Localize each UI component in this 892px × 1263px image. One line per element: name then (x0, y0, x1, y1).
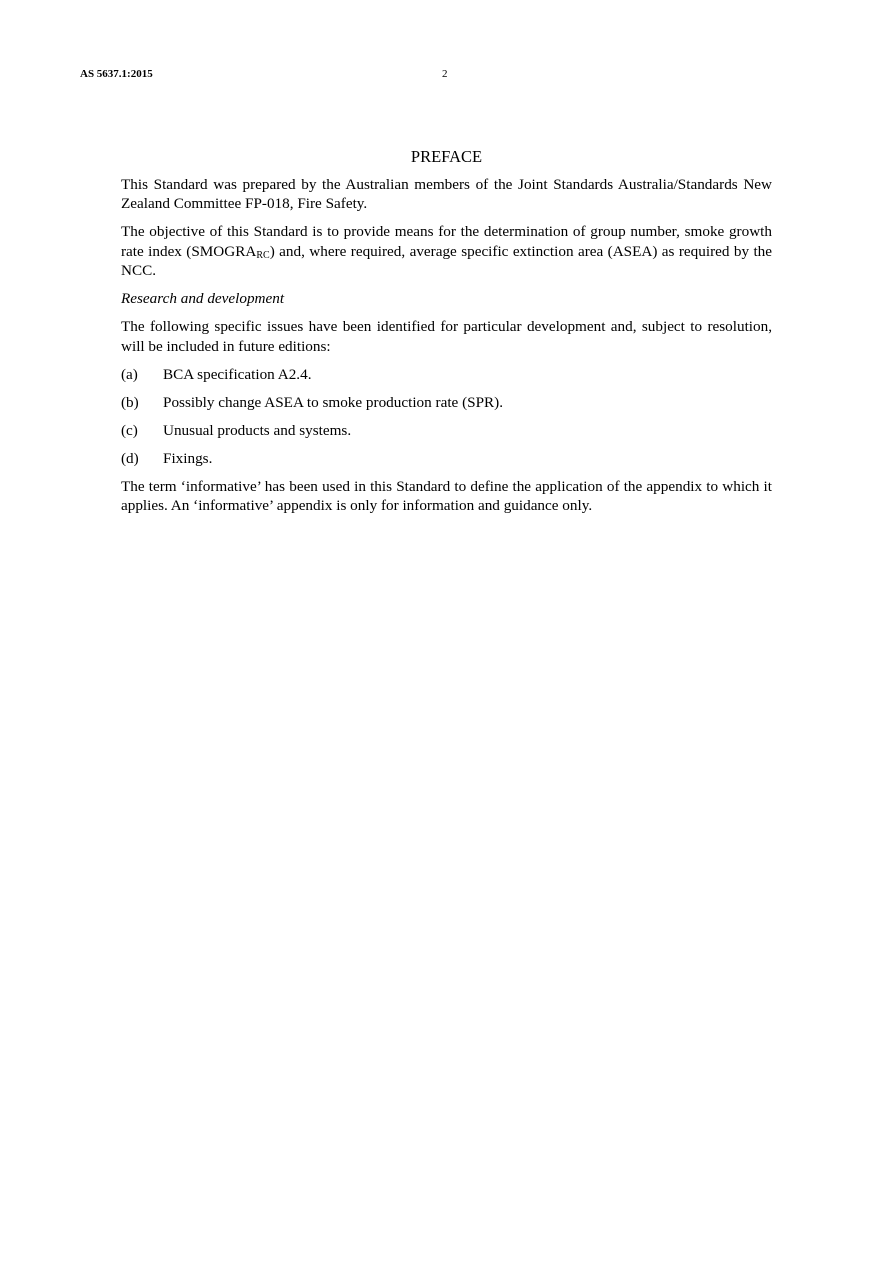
running-header (80, 68, 780, 84)
list-item (121, 449, 772, 469)
preface-title: PREFACE (410, 147, 483, 166)
list-item-text: BCA specification A2.4. (163, 365, 312, 383)
list-item-text: Unusual products and systems. (163, 421, 352, 439)
list-item-text: Possibly change ASEA to smoke production rate (SPR). (163, 393, 504, 411)
list-item (121, 365, 772, 385)
list-item-text: Fixings. (163, 449, 213, 467)
list-marker: (a) (121, 365, 138, 383)
smogra-subscript: RC (256, 249, 270, 261)
objective-text-part-2: ) and, where required, average specific extinction area (ASEA) as required by the NCC. (121, 242, 773, 279)
page-number: 2 (442, 68, 448, 80)
list-marker: (c) (121, 421, 138, 439)
objective-text-part-1: The objective of this Standard is to provide means for the determination of group number, smoke growth rate index (SMOGRA (121, 223, 772, 260)
issues-paragraph: The following specific issues have been identified for particular development and, subject to resolution, will be included in future editions: (121, 318, 772, 355)
list-marker: (d) (121, 449, 139, 467)
committee-paragraph: This Standard was prepared by the Australian members of the Joint Standards Australia/Standards New Zealand Committee FP-018, Fire Safety. (121, 175, 772, 212)
objective-paragraph (121, 222, 772, 281)
list-item (121, 393, 772, 413)
research-subheading: Research and development (121, 290, 285, 307)
development-issues-list (121, 365, 772, 469)
informative-note-paragraph: The term ‘informative’ has been used in this Standard to define the application of the appendix to which it applies. An ‘informative’ appendix is only for information and guidance only. (121, 477, 772, 514)
list-item (121, 421, 772, 441)
document-id: AS 5637.1:2015 (80, 68, 153, 80)
preface-section (121, 147, 772, 524)
list-marker: (b) (121, 393, 139, 411)
